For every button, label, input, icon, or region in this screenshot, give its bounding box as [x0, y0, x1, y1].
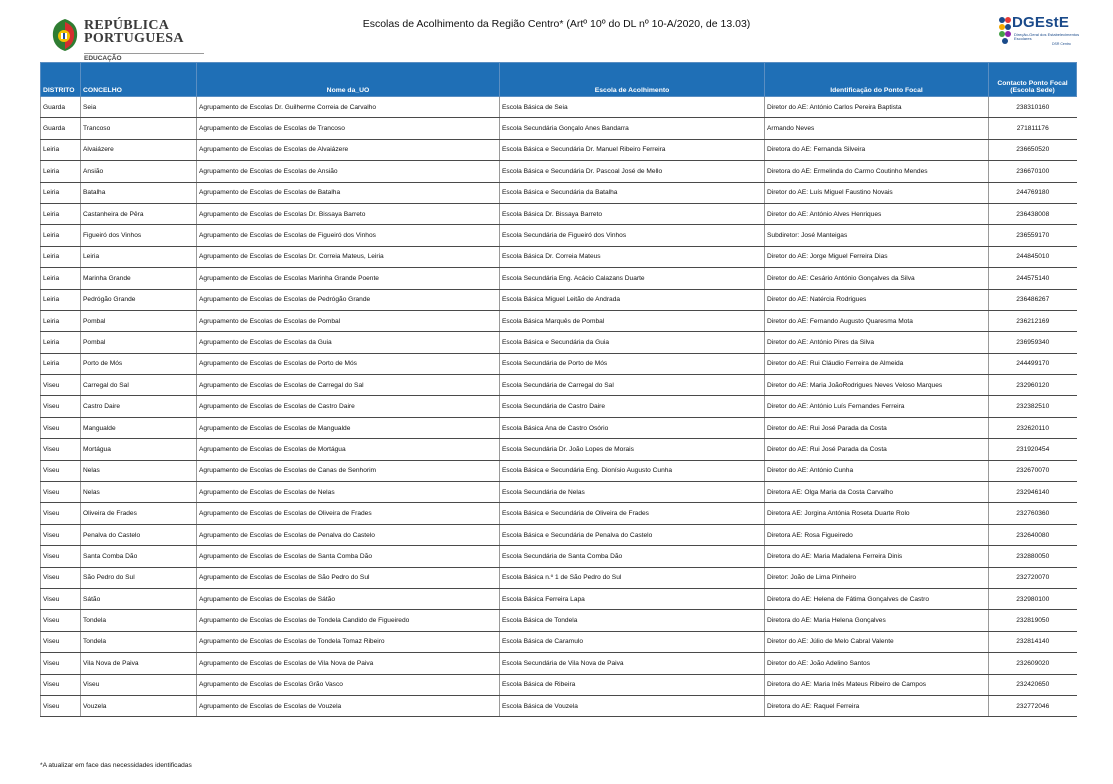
distrito-cell: Leiria: [41, 161, 81, 182]
contacto-cell: 244845010: [989, 246, 1077, 267]
table-row: [41, 332, 1077, 353]
escola-acolhimento-cell: Escola Básica de Tondela: [500, 610, 765, 631]
escola-acolhimento-cell: Escola Básica de Vouzela: [500, 695, 765, 716]
distrito-cell: Leiria: [41, 182, 81, 203]
concelho-cell: Pombal: [81, 310, 197, 331]
nome-uo-cell: Agrupamento de Escolas de Escolas de Castro Daire: [197, 396, 500, 417]
concelho-cell: Sátão: [81, 588, 197, 609]
distrito-cell: Viseu: [41, 503, 81, 524]
nome-uo-cell: Agrupamento de Escolas de Escolas Dr. Correia Mateus, Leiria: [197, 246, 500, 267]
ponto-focal-cell: Diretor do AE: António Cunha: [765, 460, 989, 481]
contacto-cell: 244575140: [989, 268, 1077, 289]
ponto-focal-cell: Diretora do AE: Ermelinda do Carmo Coutinho Mendes: [765, 161, 989, 182]
contacto-cell: 232620110: [989, 417, 1077, 438]
table-row: [41, 460, 1077, 481]
concelho-cell: Mangualde: [81, 417, 197, 438]
column-header-ponto-focal: Identificação do Ponto Focal: [765, 63, 989, 97]
distrito-cell: Viseu: [41, 695, 81, 716]
nome-uo-cell: Agrupamento de Escolas Dr. Guilherme Correia de Carvalho: [197, 97, 500, 118]
nome-uo-cell: Agrupamento de Escolas de Escolas de Mangualde: [197, 417, 500, 438]
concelho-cell: Pedrógão Grande: [81, 289, 197, 310]
distrito-cell: Leiria: [41, 289, 81, 310]
contacto-cell: 232980100: [989, 588, 1077, 609]
concelho-cell: Viseu: [81, 674, 197, 695]
nome-uo-cell: Agrupamento de Escolas de Escolas de Pombal: [197, 310, 500, 331]
concelho-cell: Pombal: [81, 332, 197, 353]
ponto-focal-cell: Diretor do AE: António Luís Fernandes Ferreira: [765, 396, 989, 417]
contacto-cell: 232420650: [989, 674, 1077, 695]
escola-acolhimento-cell: Escola Básica e Secundária Eng. Dionísio Augusto Cunha: [500, 460, 765, 481]
contacto-cell: 236670100: [989, 161, 1077, 182]
table-row: [41, 588, 1077, 609]
nome-uo-cell: Agrupamento de Escolas de Escolas de Carregal do Sal: [197, 375, 500, 396]
escola-acolhimento-cell: Escola Básica e Secundária da Guia: [500, 332, 765, 353]
contacto-cell: 232382510: [989, 396, 1077, 417]
distrito-cell: Leiria: [41, 310, 81, 331]
nome-uo-cell: Agrupamento de Escolas de Escolas de Oliveira de Frades: [197, 503, 500, 524]
concelho-cell: Alvaiázere: [81, 139, 197, 160]
table-row: [41, 674, 1077, 695]
nome-uo-cell: Agrupamento de Escolas de Escolas de Pedrógão Grande: [197, 289, 500, 310]
ponto-focal-cell: Diretor do AE: Rui Cláudio Ferreira de Almeida: [765, 353, 989, 374]
table-row: [41, 182, 1077, 203]
distrito-cell: Viseu: [41, 674, 81, 695]
escola-acolhimento-cell: Escola Básica e Secundária da Batalha: [500, 182, 765, 203]
ponto-focal-cell: Subdiretor: José Manteigas: [765, 225, 989, 246]
concelho-cell: Vouzela: [81, 695, 197, 716]
distrito-cell: Viseu: [41, 460, 81, 481]
distrito-cell: Viseu: [41, 439, 81, 460]
concelho-cell: Castro Daire: [81, 396, 197, 417]
ponto-focal-cell: Diretor: João de Lima Pinheiro: [765, 567, 989, 588]
escola-acolhimento-cell: Escola Secundária Dr. João Lopes de Morais: [500, 439, 765, 460]
ponto-focal-cell: Diretor do AE: João Adelino Santos: [765, 653, 989, 674]
concelho-cell: Mortágua: [81, 439, 197, 460]
distrito-cell: Guarda: [41, 118, 81, 139]
contacto-cell: 236212169: [989, 310, 1077, 331]
table-row: [41, 97, 1077, 118]
escola-acolhimento-cell: Escola Básica n.º 1 de São Pedro do Sul: [500, 567, 765, 588]
concelho-cell: Tondela: [81, 631, 197, 652]
contacto-cell: 271811176: [989, 118, 1077, 139]
ponto-focal-cell: Diretor do AE: António Pires da Silva: [765, 332, 989, 353]
escola-acolhimento-cell: Escola Básica e Secundária Dr. Pascoal José de Mello: [500, 161, 765, 182]
escola-acolhimento-cell: Escola Básica Ana de Castro Osório: [500, 417, 765, 438]
escola-acolhimento-cell: Escola Básica de Seia: [500, 97, 765, 118]
logo-left-text: REPÚBLICA PORTUGUESA: [84, 18, 184, 46]
table-row: [41, 417, 1077, 438]
contacto-cell: 244769180: [989, 182, 1077, 203]
table-row: [41, 482, 1077, 503]
escola-acolhimento-cell: Escola Secundária de Figueiró dos Vinhos: [500, 225, 765, 246]
concelho-cell: Carregal do Sal: [81, 375, 197, 396]
distrito-cell: Leiria: [41, 353, 81, 374]
contacto-cell: 236486267: [989, 289, 1077, 310]
nome-uo-cell: Agrupamento de Escolas de Escolas de São Pedro do Sul: [197, 567, 500, 588]
escola-acolhimento-cell: Escola Básica Miguel Leitão de Andrada: [500, 289, 765, 310]
table-row: [41, 546, 1077, 567]
nome-uo-cell: Agrupamento de Escolas de Escolas de Alvaiázere: [197, 139, 500, 160]
contacto-cell: 232960120: [989, 375, 1077, 396]
contacto-cell: 232819050: [989, 610, 1077, 631]
dgeste-region: DSR Centro: [1052, 42, 1071, 46]
ponto-focal-cell: Diretora do AE: Maria Madalena Ferreira Dinis: [765, 546, 989, 567]
table-row: [41, 203, 1077, 224]
table-row: [41, 567, 1077, 588]
table-row: [41, 118, 1077, 139]
concelho-cell: Penalva do Castelo: [81, 524, 197, 545]
nome-uo-cell: Agrupamento de Escolas de Escolas de Canas de Senhorim: [197, 460, 500, 481]
escola-acolhimento-cell: Escola Secundária de Santa Comba Dão: [500, 546, 765, 567]
contacto-cell: 232720070: [989, 567, 1077, 588]
nome-uo-cell: Agrupamento de Escolas de Escolas de Vila Nova de Paiva: [197, 653, 500, 674]
nome-uo-cell: Agrupamento de Escolas de Escolas de Porto de Mós: [197, 353, 500, 374]
footnote: *A atualizar em face das necessidades identificadas: [40, 762, 192, 769]
nome-uo-cell: Agrupamento de Escolas de Escolas de Ansião: [197, 161, 500, 182]
logo-left-subtitle: EDUCAÇÃO: [84, 53, 204, 62]
table-row: [41, 631, 1077, 652]
column-header-distrito: DISTRITO: [41, 63, 81, 97]
page-title: Escolas de Acolhimento da Região Centro* (Artº 10º do DL nº 10-A/2020, de 13.03): [362, 18, 751, 30]
table-row: [41, 353, 1077, 374]
concelho-cell: Porto de Mós: [81, 353, 197, 374]
distrito-cell: Viseu: [41, 482, 81, 503]
escola-acolhimento-cell: Escola Secundária de Nelas: [500, 482, 765, 503]
contacto-cell: 232760360: [989, 503, 1077, 524]
table-row: [41, 396, 1077, 417]
nome-uo-cell: Agrupamento de Escolas de Escolas de Figueiró dos Vinhos: [197, 225, 500, 246]
dgeste-subtitle: Direção-Geral dos Estabelecimentos Escolares: [1014, 32, 1080, 41]
table-row: [41, 653, 1077, 674]
column-header-escola-acolhimento: Escola de Acolhimento: [500, 63, 765, 97]
distrito-cell: Viseu: [41, 546, 81, 567]
contacto-cell: 236438008: [989, 203, 1077, 224]
distrito-cell: Leiria: [41, 203, 81, 224]
contacto-cell: 236959340: [989, 332, 1077, 353]
escola-acolhimento-cell: Escola Básica Dr. Correia Mateus: [500, 246, 765, 267]
nome-uo-cell: Agrupamento de Escolas de Escolas de Vouzela: [197, 695, 500, 716]
escola-acolhimento-cell: Escola Básica Marquês de Pombal: [500, 310, 765, 331]
nome-uo-cell: Agrupamento de Escolas de Escolas de Penalva do Castelo: [197, 524, 500, 545]
nome-uo-cell: Agrupamento de Escolas de Escolas Marinha Grande Poente: [197, 268, 500, 289]
contacto-cell: 232772046: [989, 695, 1077, 716]
table-row: [41, 375, 1077, 396]
nome-uo-cell: Agrupamento de Escolas de Escolas Dr. Bissaya Barreto: [197, 203, 500, 224]
escola-acolhimento-cell: Escola Básica e Secundária Dr. Manuel Ribeiro Ferreira: [500, 139, 765, 160]
ponto-focal-cell: Diretor do AE: Natércia Rodrigues: [765, 289, 989, 310]
distrito-cell: Leiria: [41, 139, 81, 160]
nome-uo-cell: Agrupamento de Escolas de Escolas de Mortágua: [197, 439, 500, 460]
concelho-cell: Castanheira de Pêra: [81, 203, 197, 224]
escola-acolhimento-cell: Escola Básica Ferreira Lapa: [500, 588, 765, 609]
contacto-cell: 232670070: [989, 460, 1077, 481]
ponto-focal-cell: Diretora do AE: Maria Helena Gonçalves: [765, 610, 989, 631]
distrito-cell: Viseu: [41, 567, 81, 588]
table-row: [41, 161, 1077, 182]
escola-acolhimento-cell: Escola Secundária de Carregal do Sal: [500, 375, 765, 396]
distrito-cell: Leiria: [41, 332, 81, 353]
escola-acolhimento-cell: Escola Secundária de Porto de Mós: [500, 353, 765, 374]
contacto-cell: 232880050: [989, 546, 1077, 567]
table-row: [41, 246, 1077, 267]
ponto-focal-cell: Diretor do AE: Maria JoãoRodrigues Neves Veloso Marques: [765, 375, 989, 396]
concelho-cell: Santa Comba Dão: [81, 546, 197, 567]
table-row: [41, 225, 1077, 246]
table-row: [41, 289, 1077, 310]
contacto-cell: 232814140: [989, 631, 1077, 652]
escola-acolhimento-cell: Escola Básica de Caramulo: [500, 631, 765, 652]
distrito-cell: Viseu: [41, 588, 81, 609]
table-body: [41, 97, 1077, 717]
ponto-focal-cell: Diretor do AE: António Carlos Pereira Baptista: [765, 97, 989, 118]
escola-acolhimento-cell: Escola Básica e Secundária de Oliveira de Frades: [500, 503, 765, 524]
contacto-cell: 236650520: [989, 139, 1077, 160]
ponto-focal-cell: Diretora AE: Olga Maria da Costa Carvalho: [765, 482, 989, 503]
ponto-focal-cell: Diretor do AE: Cesário António Gonçalves da Silva: [765, 268, 989, 289]
table-row: [41, 524, 1077, 545]
concelho-cell: Leiria: [81, 246, 197, 267]
nome-uo-cell: Agrupamento de Escolas de Escolas de Santa Comba Dão: [197, 546, 500, 567]
table-header-row: [41, 63, 1077, 97]
ponto-focal-cell: Diretor do AE: Fernando Augusto Quaresma Mota: [765, 310, 989, 331]
concelho-cell: Ansião: [81, 161, 197, 182]
column-header-nome-uo: Nome da_UO: [197, 63, 500, 97]
ponto-focal-cell: Diretora do AE: Raquel Ferreira: [765, 695, 989, 716]
ponto-focal-cell: Diretor do AE: Jorge Miguel Ferreira Dias: [765, 246, 989, 267]
concelho-cell: Nelas: [81, 460, 197, 481]
concelho-cell: São Pedro do Sul: [81, 567, 197, 588]
ponto-focal-cell: Diretora do AE: Helena de Fátima Gonçalves de Castro: [765, 588, 989, 609]
contacto-cell: 232609020: [989, 653, 1077, 674]
distrito-cell: Viseu: [41, 653, 81, 674]
ponto-focal-cell: Diretora do AE: Maria Inês Mateus Ribeiro de Campos: [765, 674, 989, 695]
distrito-cell: Viseu: [41, 375, 81, 396]
contacto-cell: 232946140: [989, 482, 1077, 503]
ponto-focal-cell: Diretor do AE: Luís Miguel Faustino Novais: [765, 182, 989, 203]
ponto-focal-cell: Armando Neves: [765, 118, 989, 139]
concelho-cell: Oliveira de Frades: [81, 503, 197, 524]
nome-uo-cell: Agrupamento de Escolas de Escolas de Tondela Candido de Figueiredo: [197, 610, 500, 631]
nome-uo-cell: Agrupamento de Escolas de Escolas da Guia: [197, 332, 500, 353]
escola-acolhimento-cell: Escola Secundária Eng. Acácio Calazans Duarte: [500, 268, 765, 289]
concelho-cell: Nelas: [81, 482, 197, 503]
table-row: [41, 695, 1077, 716]
table-row: [41, 139, 1077, 160]
column-header-concelho: CONCELHO: [81, 63, 197, 97]
ponto-focal-cell: Diretora AE: Jorgina Antónia Roseta Duarte Rolo: [765, 503, 989, 524]
contacto-cell: 236559170: [989, 225, 1077, 246]
concelho-cell: Tondela: [81, 610, 197, 631]
distrito-cell: Viseu: [41, 524, 81, 545]
ponto-focal-cell: Diretor do AE: Júlio de Melo Cabral Valente: [765, 631, 989, 652]
distrito-cell: Leiria: [41, 268, 81, 289]
dgeste-name: DGEstE: [1012, 14, 1070, 31]
distrito-cell: Viseu: [41, 396, 81, 417]
nome-uo-cell: Agrupamento de Escolas de Escolas de Sátão: [197, 588, 500, 609]
concelho-cell: Figueiró dos Vinhos: [81, 225, 197, 246]
distrito-cell: Viseu: [41, 417, 81, 438]
contacto-cell: 232640080: [989, 524, 1077, 545]
table-row: [41, 268, 1077, 289]
ponto-focal-cell: Diretor do AE: Rui José Parada da Costa: [765, 439, 989, 460]
contacto-cell: 238310160: [989, 97, 1077, 118]
ponto-focal-cell: Diretora AE: Rosa Figueiredo: [765, 524, 989, 545]
nome-uo-cell: Agrupamento de Escolas de Escolas de Batalha: [197, 182, 500, 203]
escola-acolhimento-cell: Escola Secundária de Vila Nova de Paiva: [500, 653, 765, 674]
column-header-contacto: Contacto Ponto Focal (Escola Sede): [989, 63, 1077, 97]
table-row: [41, 439, 1077, 460]
concelho-cell: Trancoso: [81, 118, 197, 139]
nome-uo-cell: Agrupamento de Escolas de Escolas Grão Vasco: [197, 674, 500, 695]
ponto-focal-cell: Diretor do AE: Rui José Parada da Costa: [765, 417, 989, 438]
escola-acolhimento-cell: Escola Básica e Secundária de Penalva do Castelo: [500, 524, 765, 545]
table-row: [41, 610, 1077, 631]
concelho-cell: Marinha Grande: [81, 268, 197, 289]
escola-acolhimento-cell: Escola Básica de Ribeira: [500, 674, 765, 695]
table-row: [41, 503, 1077, 524]
concelho-cell: Vila Nova de Paiva: [81, 653, 197, 674]
nome-uo-cell: Agrupamento de Escolas de Escolas de Tondela Tomaz Ribeiro: [197, 631, 500, 652]
schools-table: [40, 62, 1077, 717]
distrito-cell: Viseu: [41, 610, 81, 631]
distrito-cell: Leiria: [41, 246, 81, 267]
distrito-cell: Leiria: [41, 225, 81, 246]
dgeste-logo: [998, 14, 1080, 48]
table-row: [41, 310, 1077, 331]
contacto-cell: 244499170: [989, 353, 1077, 374]
distrito-cell: Guarda: [41, 97, 81, 118]
escola-acolhimento-cell: Escola Básica Dr. Bissaya Barreto: [500, 203, 765, 224]
escola-acolhimento-cell: Escola Secundária de Castro Daire: [500, 396, 765, 417]
nome-uo-cell: Agrupamento de Escolas de Escolas de Nelas: [197, 482, 500, 503]
dgeste-mark-icon: [998, 16, 1012, 44]
ponto-focal-cell: Diretora do AE: Fernanda Silveira: [765, 139, 989, 160]
nome-uo-cell: Agrupamento de Escolas de Escolas de Trancoso: [197, 118, 500, 139]
concelho-cell: Batalha: [81, 182, 197, 203]
distrito-cell: Viseu: [41, 631, 81, 652]
contacto-cell: 231920454: [989, 439, 1077, 460]
escola-acolhimento-cell: Escola Secundária Gonçalo Anes Bandarra: [500, 118, 765, 139]
ponto-focal-cell: Diretor do AE: António Alves Henriques: [765, 203, 989, 224]
concelho-cell: Seia: [81, 97, 197, 118]
